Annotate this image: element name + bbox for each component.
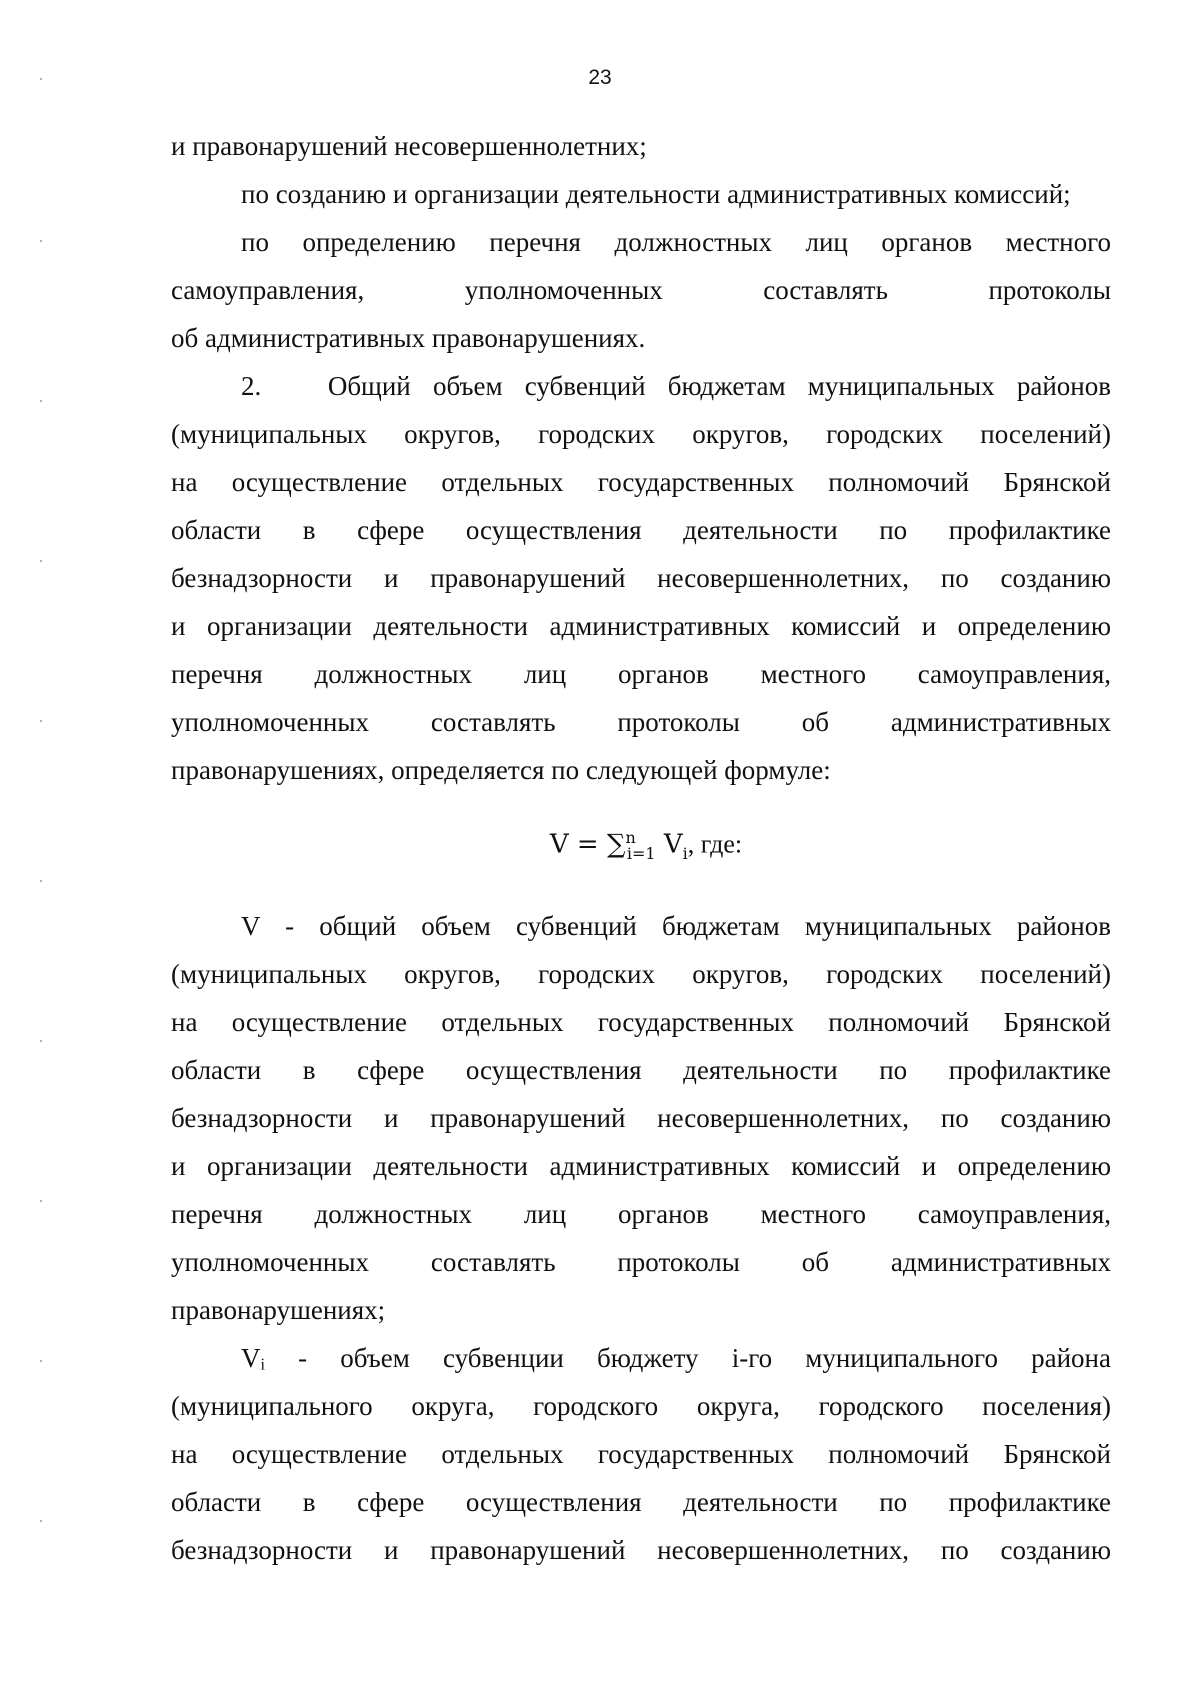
text-line: и правонарушений несовершеннолетних;: [171, 131, 647, 161]
text-line: Vᵢ - объем субвенции бюджету i-го муниципального района: [241, 1342, 1111, 1373]
formula-sum-upper: n: [625, 828, 636, 847]
text-line: (муниципального округа, городского округа, городского поселения): [171, 1390, 1111, 1421]
text-line: перечня должностных лиц органов местного самоуправления,: [171, 659, 1111, 689]
paragraph: [171, 122, 1111, 170]
page-number: 23: [588, 66, 612, 89]
scan-dot: [40, 1360, 42, 1362]
formula-sum-symbol: ∑: [606, 829, 626, 860]
scan-margin-dots: [40, 0, 43, 1696]
text-line: уполномоченных составлять протоколы об административных: [171, 1246, 1111, 1277]
scan-dot: [40, 720, 42, 722]
formula-term-index: i: [682, 843, 688, 863]
formula-sum-lower: i=1: [626, 843, 656, 863]
text-line: на осуществление отдельных государственных полномочий Брянской: [171, 1438, 1111, 1469]
paragraph: [171, 362, 1111, 794]
scan-dot: [40, 78, 42, 80]
text-line: по созданию и организации деятельности административных комиссий;: [241, 179, 1071, 209]
text-line: (муниципальных округов, городских округов, городских поселений): [171, 419, 1111, 449]
formula-tail: , где:: [687, 829, 743, 859]
formula-equals: =: [576, 829, 599, 860]
paragraph: [171, 902, 1111, 1334]
scan-dot: [40, 880, 42, 882]
text-line: перечня должностных лиц органов местного самоуправления,: [171, 1198, 1111, 1229]
text-line: по определению перечня должностных лиц органов местного: [241, 227, 1111, 257]
scan-dot: [40, 560, 42, 562]
text-line: правонарушениях;: [171, 1294, 386, 1325]
document-body: [171, 122, 1111, 1574]
text-line: на осуществление отдельных государственных полномочий Брянской: [171, 467, 1111, 497]
text-line: области в сфере осуществления деятельности по профилактике: [171, 1054, 1111, 1085]
text-line: безнадзорности и правонарушений несовершеннолетних, по созданию: [171, 1102, 1111, 1133]
paragraph: [171, 170, 1111, 218]
scan-dot: [40, 1040, 42, 1042]
formula: [171, 808, 1111, 884]
scan-dot: [40, 1200, 42, 1202]
text-line: правонарушениях, определяется по следующей формуле:: [171, 755, 831, 785]
text-line: 2. Общий объем субвенций бюджетам муниципальных районов: [241, 371, 1111, 401]
paragraph: [171, 1334, 1111, 1574]
text-line: об административных правонарушениях.: [171, 323, 646, 353]
formula-lhs: V: [549, 829, 569, 860]
text-line: и организации деятельности административных комиссий и определению: [171, 1150, 1111, 1181]
text-line: безнадзорности и правонарушений несовершеннолетних, по созданию: [171, 1534, 1111, 1565]
text-line: самоуправления, уполномоченных составлять протоколы: [171, 275, 1111, 305]
text-line: (муниципальных округов, городских округов, городских поселений): [171, 958, 1111, 989]
formula-term: V: [663, 829, 683, 860]
scan-dot: [40, 1520, 42, 1522]
text-line: безнадзорности и правонарушений несовершеннолетних, по созданию: [171, 563, 1111, 593]
scan-dot: [40, 400, 42, 402]
scan-dot: [40, 240, 42, 242]
text-line: области в сфере осуществления деятельности по профилактике: [171, 515, 1111, 545]
text-line: уполномоченных составлять протоколы об административных: [171, 707, 1111, 737]
text-line: и организации деятельности административных комиссий и определению: [171, 611, 1111, 641]
text-line: области в сфере осуществления деятельности по профилактике: [171, 1486, 1111, 1517]
paragraph: [171, 218, 1111, 362]
text-line: V - общий объем субвенций бюджетам муниципальных районов: [241, 910, 1111, 941]
text-line: на осуществление отдельных государственных полномочий Брянской: [171, 1006, 1111, 1037]
